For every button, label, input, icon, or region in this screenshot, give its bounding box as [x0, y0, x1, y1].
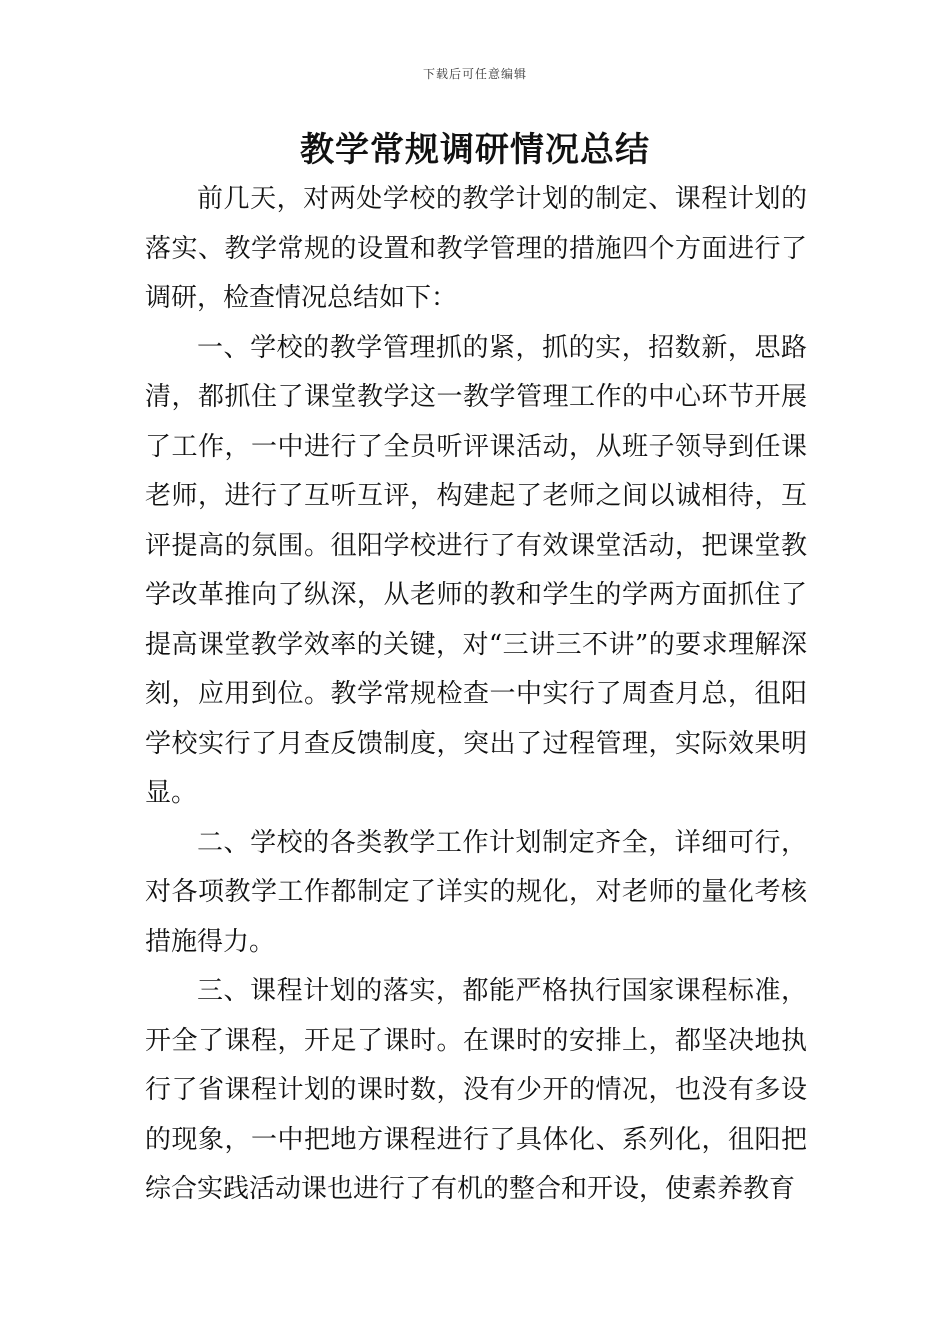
paragraph-intro: 前几天，对两处学校的教学计划的制定、课程计划的落实、教学常规的设置和教学管理的措施四个方面进行了调研，检查情况总结如下： [145, 184, 807, 313]
paragraph-section-2: 二、学校的各类教学工作计划制定齐全，详细可行，对各项教学工作都制定了详实的规化，对老师的量化考核措施得力。 [145, 827, 807, 957]
paragraph-section-1: 一、学校的教学管理抓的紧，抓的实，招数新，思路清，都抓住了课堂教学这一教学管理工作的中心环节开展了工作，一中进行了全员听评课活动，从班子领导到任课老师，进行了互听互评，构建起了老师之间以诚相待，互评提高的氛围。徂阳学校进行了有效课堂活动，把课堂教学改革推向了纵深，从老师的教和学生的学两方面抓住了提高课堂教学效率的关键，对“三讲三不讲”的要求理解深刻，应用到位。教学常规检查一中实行了周查月总，徂阳学校实行了月查反馈制度，突出了过程管理，实际效果明显。 [145, 332, 807, 808]
document-title: 教学常规调研情况总结 [300, 130, 650, 170]
header-note: 下载后可任意编辑 [422, 67, 527, 81]
document-body [145, 175, 807, 1215]
paragraph-section-3: 三、课程计划的落实，都能严格执行国家课程标准，开全了课程，开足了课时。在课时的安排上，都坚决地执行了省课程计划的课时数，没有少开的情况，也没有多设的现象，一中把地方课程进行了具体化、系列化，徂阳把综合实践活动课也进行了有机的整合和开设，使素养教育 [145, 976, 807, 1204]
